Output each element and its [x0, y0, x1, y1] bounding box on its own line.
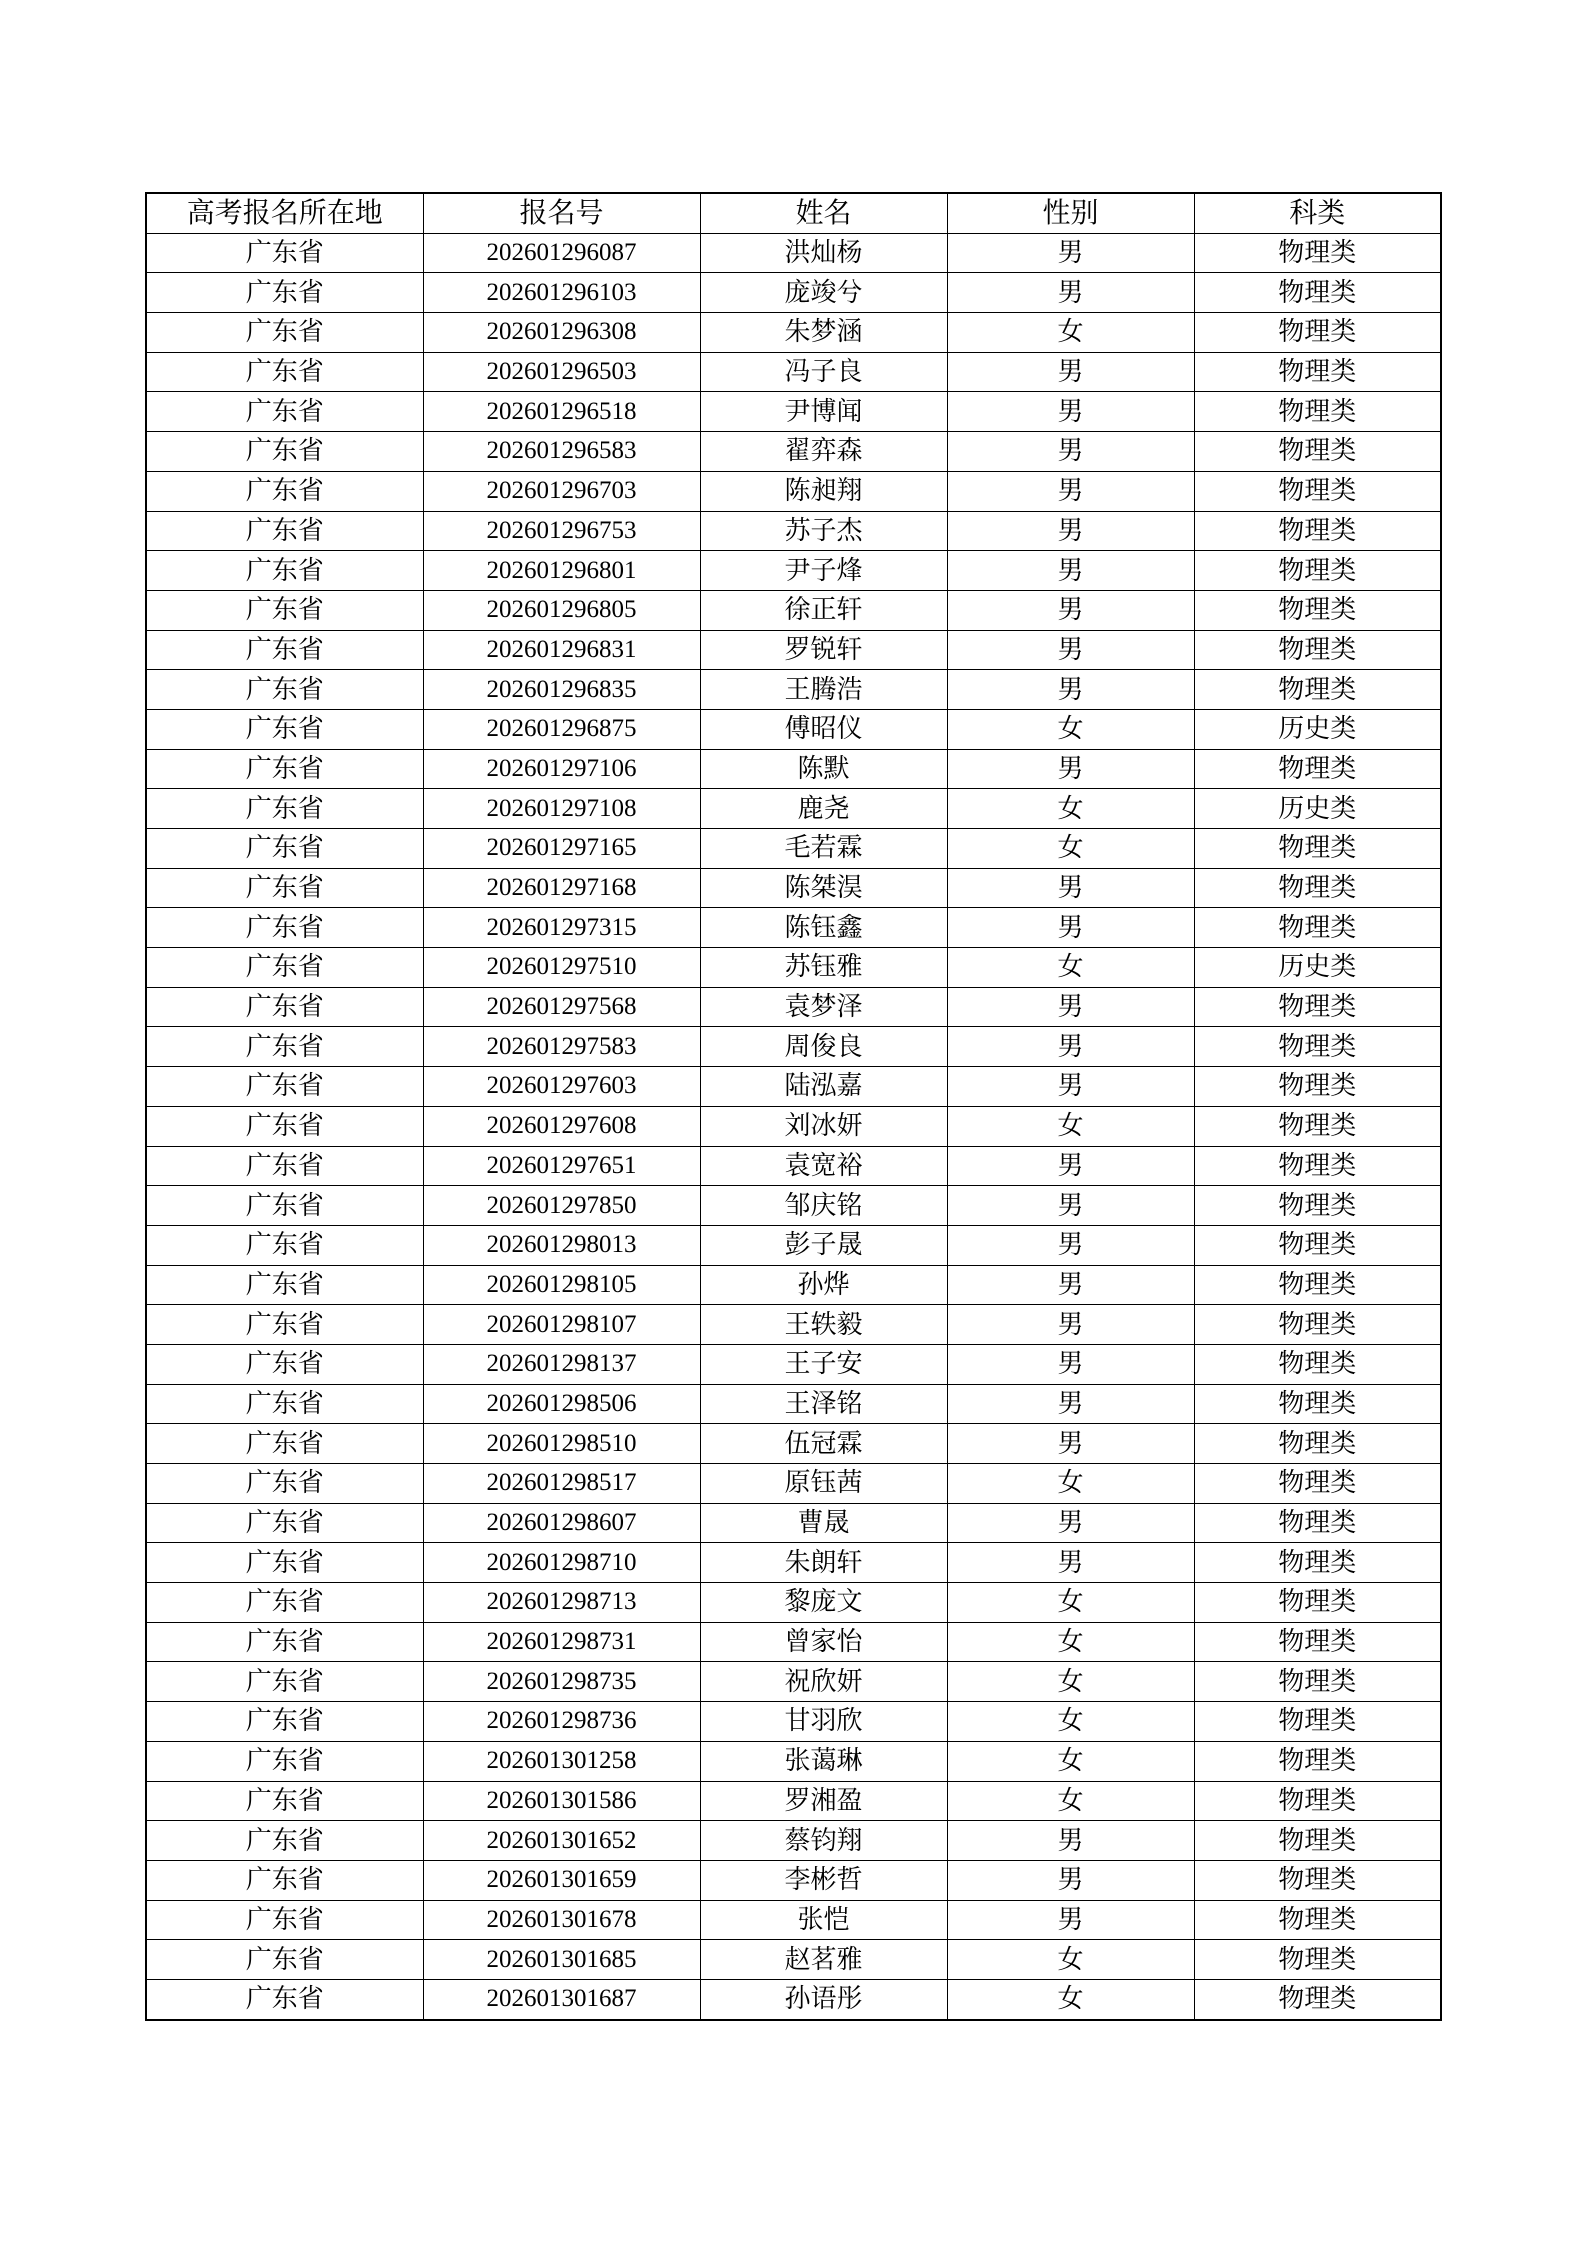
table-row	[146, 471, 1441, 511]
table-row	[146, 1702, 1441, 1742]
cell-name: 罗湘盈	[700, 1781, 947, 1821]
cell-gender: 男	[947, 1424, 1194, 1464]
cell-subject-category: 物理类	[1194, 630, 1441, 670]
cell-gender: 女	[947, 789, 1194, 829]
cell-subject-category: 物理类	[1194, 1503, 1441, 1543]
cell-name: 李彬哲	[700, 1860, 947, 1900]
cell-name: 张恺	[700, 1900, 947, 1940]
cell-registration-number: 202601298506	[423, 1384, 700, 1424]
cell-location: 广东省	[146, 590, 423, 630]
cell-name: 冯子良	[700, 352, 947, 392]
table-row	[146, 1344, 1441, 1384]
cell-gender: 男	[947, 233, 1194, 273]
table-row	[146, 709, 1441, 749]
cell-subject-category: 物理类	[1194, 1106, 1441, 1146]
cell-registration-number: 202601298607	[423, 1503, 700, 1543]
cell-subject-category: 物理类	[1194, 551, 1441, 591]
cell-subject-category: 历史类	[1194, 948, 1441, 988]
cell-gender: 女	[947, 709, 1194, 749]
cell-subject-category: 物理类	[1194, 1067, 1441, 1107]
cell-gender: 男	[947, 908, 1194, 948]
cell-name: 苏钰雅	[700, 948, 947, 988]
cell-name: 王子安	[700, 1344, 947, 1384]
cell-location: 广东省	[146, 987, 423, 1027]
cell-location: 广东省	[146, 511, 423, 551]
cell-location: 广东省	[146, 1940, 423, 1980]
table-row	[146, 352, 1441, 392]
cell-name: 原钰茜	[700, 1464, 947, 1504]
cell-registration-number: 202601296308	[423, 313, 700, 353]
cell-name: 毛若霖	[700, 829, 947, 869]
cell-location: 广东省	[146, 352, 423, 392]
cell-subject-category: 物理类	[1194, 273, 1441, 313]
cell-gender: 男	[947, 352, 1194, 392]
cell-name: 蔡钧翔	[700, 1821, 947, 1861]
cell-subject-category: 物理类	[1194, 432, 1441, 472]
cell-registration-number: 202601296503	[423, 352, 700, 392]
cell-gender: 男	[947, 1067, 1194, 1107]
cell-registration-number: 202601298736	[423, 1702, 700, 1742]
cell-registration-number: 202601298510	[423, 1424, 700, 1464]
cell-registration-number: 202601297168	[423, 868, 700, 908]
cell-gender: 男	[947, 432, 1194, 472]
cell-location: 广东省	[146, 551, 423, 591]
cell-subject-category: 物理类	[1194, 1027, 1441, 1067]
cell-name: 孙烨	[700, 1265, 947, 1305]
cell-subject-category: 物理类	[1194, 1662, 1441, 1702]
admission-list-table	[145, 192, 1442, 2021]
cell-registration-number: 202601301659	[423, 1860, 700, 1900]
table-row	[146, 590, 1441, 630]
cell-subject-category: 物理类	[1194, 908, 1441, 948]
cell-name: 刘冰妍	[700, 1106, 947, 1146]
cell-registration-number: 202601297583	[423, 1027, 700, 1067]
table-row	[146, 432, 1441, 472]
cell-location: 广东省	[146, 1741, 423, 1781]
cell-location: 广东省	[146, 1543, 423, 1583]
cell-name: 袁宽裕	[700, 1146, 947, 1186]
cell-gender: 男	[947, 590, 1194, 630]
cell-name: 翟弈森	[700, 432, 947, 472]
cell-registration-number: 202601301685	[423, 1940, 700, 1980]
table-row	[146, 1940, 1441, 1980]
table-row	[146, 630, 1441, 670]
header-name: 姓名	[700, 193, 947, 233]
table-header-row	[146, 193, 1441, 233]
cell-registration-number: 202601298137	[423, 1344, 700, 1384]
cell-subject-category: 物理类	[1194, 829, 1441, 869]
cell-gender: 男	[947, 1503, 1194, 1543]
cell-registration-number: 202601297603	[423, 1067, 700, 1107]
cell-location: 广东省	[146, 1146, 423, 1186]
cell-location: 广东省	[146, 749, 423, 789]
cell-location: 广东省	[146, 1106, 423, 1146]
cell-subject-category: 物理类	[1194, 1543, 1441, 1583]
cell-subject-category: 物理类	[1194, 1265, 1441, 1305]
cell-location: 广东省	[146, 1821, 423, 1861]
cell-name: 庞竣兮	[700, 273, 947, 313]
cell-subject-category: 物理类	[1194, 1979, 1441, 2019]
cell-gender: 男	[947, 1543, 1194, 1583]
cell-registration-number: 202601296583	[423, 432, 700, 472]
cell-gender: 女	[947, 1464, 1194, 1504]
cell-gender: 女	[947, 1781, 1194, 1821]
cell-location: 广东省	[146, 709, 423, 749]
cell-name: 陈钰鑫	[700, 908, 947, 948]
cell-subject-category: 物理类	[1194, 868, 1441, 908]
cell-gender: 男	[947, 1821, 1194, 1861]
table-row	[146, 1464, 1441, 1504]
cell-name: 陆泓嘉	[700, 1067, 947, 1107]
cell-location: 广东省	[146, 1662, 423, 1702]
cell-name: 王腾浩	[700, 670, 947, 710]
cell-location: 广东省	[146, 1860, 423, 1900]
cell-name: 王轶毅	[700, 1305, 947, 1345]
table-row	[146, 670, 1441, 710]
cell-gender: 男	[947, 1265, 1194, 1305]
cell-gender: 男	[947, 471, 1194, 511]
table-row	[146, 868, 1441, 908]
cell-gender: 男	[947, 749, 1194, 789]
cell-gender: 男	[947, 273, 1194, 313]
table-row	[146, 908, 1441, 948]
table-row	[146, 1781, 1441, 1821]
cell-name: 傅昭仪	[700, 709, 947, 749]
cell-name: 徐正轩	[700, 590, 947, 630]
cell-subject-category: 物理类	[1194, 1940, 1441, 1980]
cell-registration-number: 202601297651	[423, 1146, 700, 1186]
cell-location: 广东省	[146, 1225, 423, 1265]
cell-registration-number: 202601297510	[423, 948, 700, 988]
cell-registration-number: 202601297315	[423, 908, 700, 948]
cell-registration-number: 202601297608	[423, 1106, 700, 1146]
cell-registration-number: 202601301687	[423, 1979, 700, 2019]
cell-gender: 男	[947, 551, 1194, 591]
table-row	[146, 789, 1441, 829]
cell-name: 王泽铭	[700, 1384, 947, 1424]
cell-name: 曾家怡	[700, 1622, 947, 1662]
cell-location: 广东省	[146, 1583, 423, 1623]
cell-location: 广东省	[146, 1067, 423, 1107]
cell-name: 洪灿杨	[700, 233, 947, 273]
cell-name: 尹子烽	[700, 551, 947, 591]
cell-gender: 男	[947, 1225, 1194, 1265]
cell-gender: 女	[947, 1583, 1194, 1623]
cell-location: 广东省	[146, 789, 423, 829]
cell-name: 朱梦涵	[700, 313, 947, 353]
cell-registration-number: 202601296703	[423, 471, 700, 511]
cell-location: 广东省	[146, 868, 423, 908]
cell-name: 曹晟	[700, 1503, 947, 1543]
cell-location: 广东省	[146, 670, 423, 710]
cell-subject-category: 物理类	[1194, 313, 1441, 353]
table-row	[146, 1424, 1441, 1464]
cell-registration-number: 202601298107	[423, 1305, 700, 1345]
table-row	[146, 1146, 1441, 1186]
cell-gender: 男	[947, 670, 1194, 710]
table-row	[146, 1860, 1441, 1900]
cell-gender: 女	[947, 1979, 1194, 2019]
cell-gender: 女	[947, 1940, 1194, 1980]
cell-subject-category: 物理类	[1194, 1305, 1441, 1345]
cell-subject-category: 物理类	[1194, 1186, 1441, 1226]
cell-registration-number: 202601296831	[423, 630, 700, 670]
cell-gender: 男	[947, 1900, 1194, 1940]
cell-name: 邹庆铭	[700, 1186, 947, 1226]
table-row	[146, 1821, 1441, 1861]
header-gender: 性别	[947, 193, 1194, 233]
table-body	[146, 233, 1441, 2019]
cell-location: 广东省	[146, 1503, 423, 1543]
table-row	[146, 392, 1441, 432]
cell-name: 黎庞文	[700, 1583, 947, 1623]
cell-registration-number: 202601296875	[423, 709, 700, 749]
cell-location: 广东省	[146, 1464, 423, 1504]
table-row	[146, 829, 1441, 869]
cell-location: 广东省	[146, 313, 423, 353]
cell-gender: 男	[947, 630, 1194, 670]
cell-registration-number: 202601297850	[423, 1186, 700, 1226]
cell-subject-category: 物理类	[1194, 1821, 1441, 1861]
table-row	[146, 1384, 1441, 1424]
cell-registration-number: 202601298735	[423, 1662, 700, 1702]
cell-location: 广东省	[146, 273, 423, 313]
cell-subject-category: 物理类	[1194, 1702, 1441, 1742]
cell-subject-category: 物理类	[1194, 1424, 1441, 1464]
table-row	[146, 1543, 1441, 1583]
cell-subject-category: 物理类	[1194, 987, 1441, 1027]
cell-registration-number: 202601301652	[423, 1821, 700, 1861]
cell-location: 广东省	[146, 1979, 423, 2019]
cell-name: 陈默	[700, 749, 947, 789]
cell-registration-number: 202601296805	[423, 590, 700, 630]
cell-subject-category: 物理类	[1194, 1146, 1441, 1186]
cell-subject-category: 物理类	[1194, 749, 1441, 789]
cell-gender: 男	[947, 1344, 1194, 1384]
header-registration-location: 高考报名所在地	[146, 193, 423, 233]
cell-gender: 男	[947, 1384, 1194, 1424]
cell-name: 陈昶翔	[700, 471, 947, 511]
table-row	[146, 1067, 1441, 1107]
header-subject-category: 科类	[1194, 193, 1441, 233]
cell-name: 苏子杰	[700, 511, 947, 551]
cell-name: 罗锐轩	[700, 630, 947, 670]
cell-location: 广东省	[146, 829, 423, 869]
cell-registration-number: 202601298713	[423, 1583, 700, 1623]
cell-subject-category: 历史类	[1194, 789, 1441, 829]
cell-gender: 男	[947, 868, 1194, 908]
cell-gender: 男	[947, 511, 1194, 551]
cell-name: 彭子晟	[700, 1225, 947, 1265]
cell-subject-category: 物理类	[1194, 392, 1441, 432]
cell-subject-category: 物理类	[1194, 1860, 1441, 1900]
cell-subject-category: 物理类	[1194, 233, 1441, 273]
cell-registration-number: 202601296835	[423, 670, 700, 710]
table-row	[146, 1662, 1441, 1702]
table-row	[146, 233, 1441, 273]
table-row	[146, 1503, 1441, 1543]
cell-location: 广东省	[146, 1622, 423, 1662]
cell-subject-category: 物理类	[1194, 670, 1441, 710]
cell-registration-number: 202601298105	[423, 1265, 700, 1305]
cell-location: 广东省	[146, 1305, 423, 1345]
cell-gender: 女	[947, 1662, 1194, 1702]
cell-name: 赵茗雅	[700, 1940, 947, 1980]
cell-subject-category: 物理类	[1194, 1900, 1441, 1940]
header-registration-number: 报名号	[423, 193, 700, 233]
cell-name: 陈桀淏	[700, 868, 947, 908]
cell-subject-category: 物理类	[1194, 352, 1441, 392]
cell-subject-category: 物理类	[1194, 1344, 1441, 1384]
cell-location: 广东省	[146, 630, 423, 670]
cell-registration-number: 202601298710	[423, 1543, 700, 1583]
cell-gender: 男	[947, 1027, 1194, 1067]
cell-subject-category: 物理类	[1194, 511, 1441, 551]
table-row	[146, 948, 1441, 988]
table-row	[146, 1622, 1441, 1662]
cell-registration-number: 202601296103	[423, 273, 700, 313]
cell-gender: 男	[947, 1860, 1194, 1900]
cell-registration-number: 202601298517	[423, 1464, 700, 1504]
cell-subject-category: 历史类	[1194, 709, 1441, 749]
cell-name: 尹博闻	[700, 392, 947, 432]
cell-location: 广东省	[146, 432, 423, 472]
cell-subject-category: 物理类	[1194, 1464, 1441, 1504]
table-row	[146, 313, 1441, 353]
cell-registration-number: 202601301586	[423, 1781, 700, 1821]
table-row	[146, 1265, 1441, 1305]
cell-name: 袁梦泽	[700, 987, 947, 1027]
cell-name: 祝欣妍	[700, 1662, 947, 1702]
cell-subject-category: 物理类	[1194, 1583, 1441, 1623]
cell-location: 广东省	[146, 1384, 423, 1424]
cell-registration-number: 202601297568	[423, 987, 700, 1027]
cell-gender: 女	[947, 1106, 1194, 1146]
cell-subject-category: 物理类	[1194, 1225, 1441, 1265]
cell-name: 朱朗轩	[700, 1543, 947, 1583]
cell-location: 广东省	[146, 233, 423, 273]
table-row	[146, 749, 1441, 789]
cell-location: 广东省	[146, 908, 423, 948]
cell-gender: 女	[947, 1622, 1194, 1662]
cell-location: 广东省	[146, 1424, 423, 1464]
cell-location: 广东省	[146, 1265, 423, 1305]
cell-subject-category: 物理类	[1194, 1781, 1441, 1821]
cell-gender: 男	[947, 1146, 1194, 1186]
cell-registration-number: 202601296087	[423, 233, 700, 273]
table-row	[146, 1027, 1441, 1067]
cell-name: 周俊良	[700, 1027, 947, 1067]
cell-registration-number: 202601296518	[423, 392, 700, 432]
cell-location: 广东省	[146, 948, 423, 988]
table-row	[146, 1106, 1441, 1146]
cell-registration-number: 202601298731	[423, 1622, 700, 1662]
cell-subject-category: 物理类	[1194, 1622, 1441, 1662]
cell-gender: 男	[947, 392, 1194, 432]
cell-location: 广东省	[146, 1027, 423, 1067]
cell-name: 张蔼琳	[700, 1741, 947, 1781]
cell-location: 广东省	[146, 392, 423, 432]
table-row	[146, 1583, 1441, 1623]
cell-name: 孙语彤	[700, 1979, 947, 2019]
table-row	[146, 551, 1441, 591]
cell-gender: 女	[947, 829, 1194, 869]
cell-location: 广东省	[146, 1344, 423, 1384]
cell-location: 广东省	[146, 1900, 423, 1940]
cell-subject-category: 物理类	[1194, 1384, 1441, 1424]
table-row	[146, 1741, 1441, 1781]
cell-registration-number: 202601297108	[423, 789, 700, 829]
cell-gender: 男	[947, 1305, 1194, 1345]
cell-registration-number: 202601301678	[423, 1900, 700, 1940]
cell-registration-number: 202601298013	[423, 1225, 700, 1265]
cell-gender: 女	[947, 1741, 1194, 1781]
table-row	[146, 511, 1441, 551]
cell-registration-number: 202601301258	[423, 1741, 700, 1781]
table-row	[146, 1900, 1441, 1940]
cell-subject-category: 物理类	[1194, 590, 1441, 630]
table-row	[146, 1186, 1441, 1226]
cell-gender: 男	[947, 1186, 1194, 1226]
cell-name: 伍冠霖	[700, 1424, 947, 1464]
cell-name: 甘羽欣	[700, 1702, 947, 1742]
cell-gender: 女	[947, 948, 1194, 988]
cell-location: 广东省	[146, 1702, 423, 1742]
cell-gender: 男	[947, 987, 1194, 1027]
table-row	[146, 1225, 1441, 1265]
cell-registration-number: 202601297165	[423, 829, 700, 869]
cell-name: 鹿尧	[700, 789, 947, 829]
cell-subject-category: 物理类	[1194, 1741, 1441, 1781]
cell-gender: 女	[947, 1702, 1194, 1742]
cell-registration-number: 202601297106	[423, 749, 700, 789]
cell-registration-number: 202601296753	[423, 511, 700, 551]
table-row	[146, 1979, 1441, 2019]
cell-location: 广东省	[146, 1781, 423, 1821]
cell-registration-number: 202601296801	[423, 551, 700, 591]
cell-gender: 女	[947, 313, 1194, 353]
cell-location: 广东省	[146, 1186, 423, 1226]
table-row	[146, 1305, 1441, 1345]
cell-subject-category: 物理类	[1194, 471, 1441, 511]
cell-location: 广东省	[146, 471, 423, 511]
table-row	[146, 273, 1441, 313]
table-row	[146, 987, 1441, 1027]
